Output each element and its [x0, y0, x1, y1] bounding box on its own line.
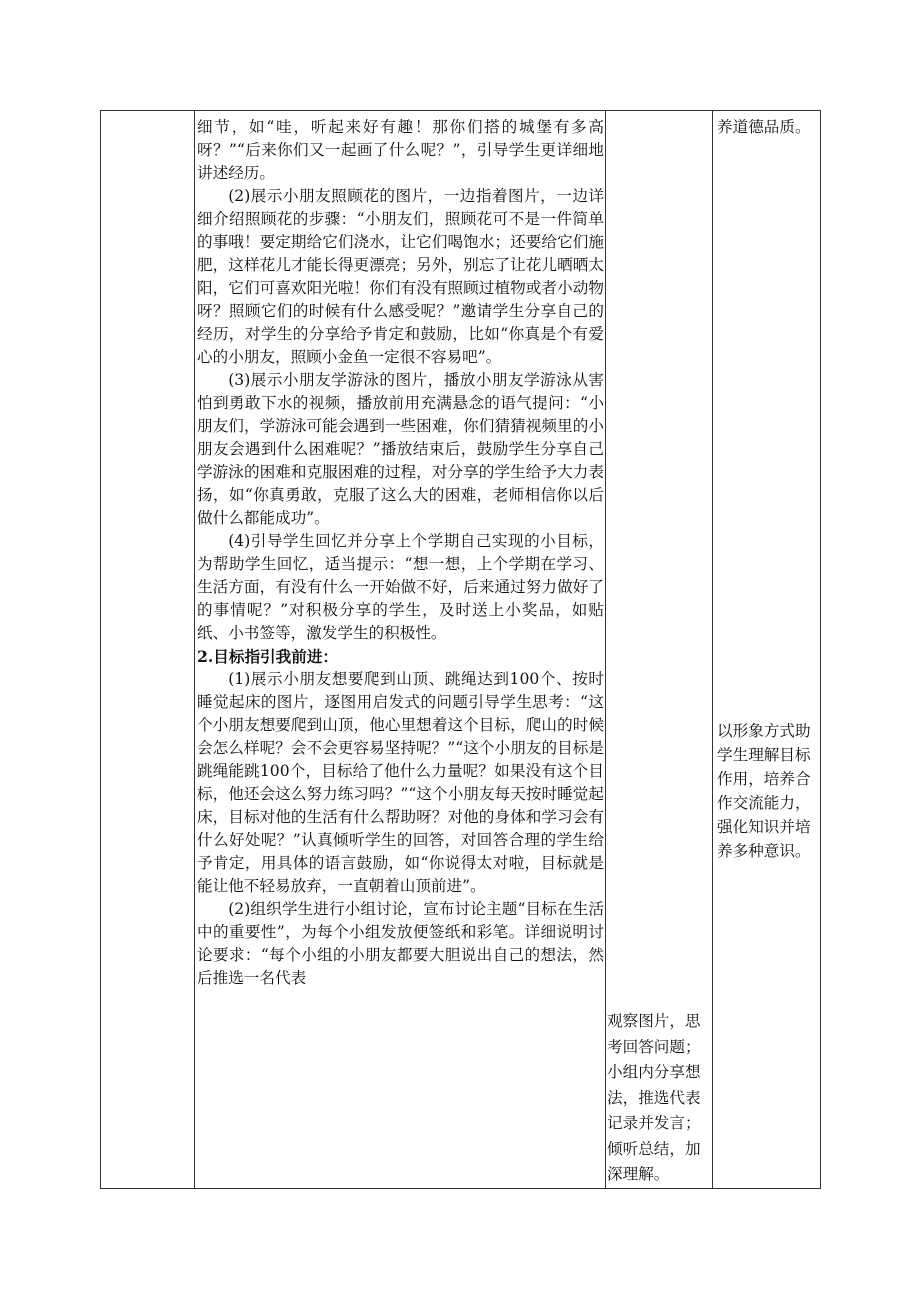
teacher-activity-cell — [195, 111, 606, 1189]
student-activity-text: 观察图片，思考回答问题；小组内分享想法，推选代表记录并发言；倾听总结，加深理解。 — [607, 1012, 701, 1183]
activity-paragraph: (3)展示小朋友学游泳的图片，播放小朋友学游泳从害怕到勇敢下水的视频，播放前用充满悬念的语气提问：“小朋友们，学游泳可能会遇到一些困难，你们猜猜视频里的小朋友会遇到什么困难呢？”播放结束后，鼓励学生分享自己学游泳的困难和克服困难的过程，对分享的学生给予大力表扬，如“你真勇敢，克服了这么大的困难，老师相信你以后做什么都能成功”。 — [197, 371, 604, 527]
table-row — [101, 111, 821, 1189]
section-heading: 2.目标指引我前进： — [197, 647, 339, 666]
lesson-plan-table — [100, 110, 821, 1189]
stage-column-cell — [101, 111, 195, 1189]
activity-paragraph: (2)组织学生进行小组讨论，宣布讨论主题“目标在生活中的重要性”，为每个小组发放便签纸和彩笔。详细说明讨论要求：“每个小组的小朋友都要大胆说出自己的想法，然后推选一名代表 — [197, 900, 604, 987]
activity-paragraph: (4)引导学生回忆并分享上个学期自己实现的小目标，为帮助学生回忆，适当提示：“想一想，上个学期在学习、生活方面，有没有什么一开始做不好，后来通过努力做好了的事情呢？”对积极分享的学生，及时送上小奖品，如贴纸、小书签等，激发学生的积极性。 — [197, 532, 604, 642]
design-intent-cell — [713, 111, 821, 1189]
activity-paragraph: (1)展示小朋友想要爬到山顶、跳绳达到100个、按时睡觉起床的图片，逐图用启发式的问题引导学生思考：“这个小朋友想要爬到山顶，他心里想着这个目标，爬山的时候会怎么样呢？会不会更容易坚持呢？”“这个小朋友的目标是跳绳能跳100个，目标给了他什么力量呢？如果没有这个目标，他还会这么努力练习吗？”“这个小朋友每天按时睡觉起床，目标对他的生活有什么帮助呀？对他的身体和学习会有什么好处呢？”认真倾听学生的回答，对回答合理的学生给予肯定，用具体的语言鼓励，如“你说得太对啦，目标就是能让他不轻易放弃，一直朝着山顶前进”。 — [197, 670, 604, 895]
activity-paragraph: 细节，如“哇，听起来好有趣！那你们搭的城堡有多高呀？”“后来你们又一起画了什么呢？”，引导学生更详细地讲述经历。 — [197, 118, 604, 182]
design-intent-text: 以形象方式助学生理解目标作用，培养合作交流能力，强化知识并培养多种意识。 — [717, 722, 811, 860]
design-intent-text: 养道德品质。 — [717, 118, 811, 136]
activity-paragraph: (2)展示小朋友照顾花的图片，一边指着图片，一边详细介绍照顾花的步骤：“小朋友们，照顾花可不是一件简单的事哦！要定期给它们浇水，让它们喝饱水；还要给它们施肥，这样花儿才能长得更漂亮；另外，别忘了让花儿晒晒太阳，它们可喜欢阳光啦！你们有没有照顾过植物或者小动物呀？照顾它们的时候有什么感受呢？”邀请学生分享自己的经历，对学生的分享给予肯定和鼓励，比如“你真是个有爱心的小朋友，照顾小金鱼一定很不容易吧”。 — [197, 187, 604, 366]
student-activity-cell — [606, 111, 713, 1189]
